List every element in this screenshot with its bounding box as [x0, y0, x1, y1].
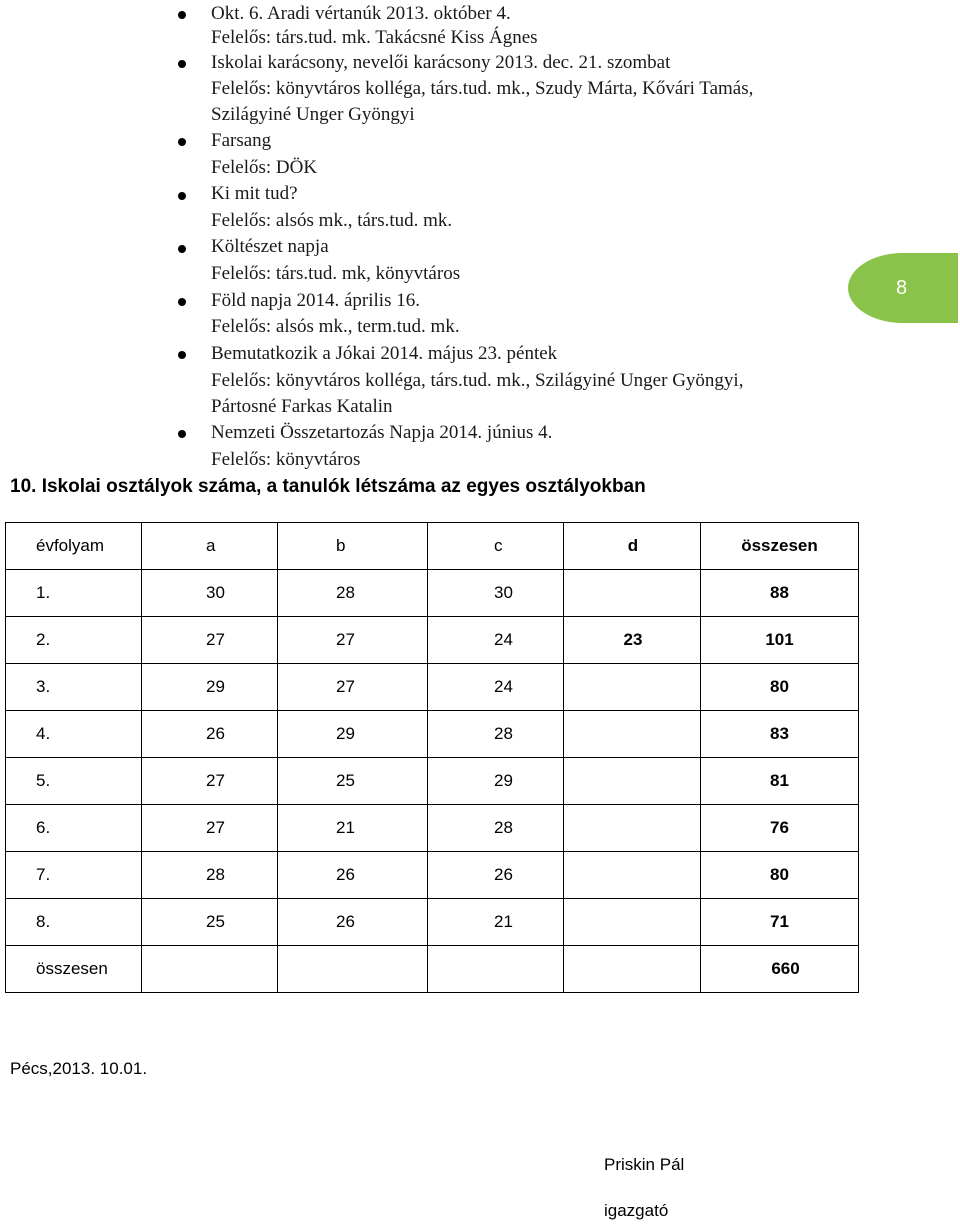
table-cell: 25	[278, 758, 428, 805]
table-cell: 27	[278, 664, 428, 711]
table-cell	[428, 946, 564, 993]
table-cell: 3.	[6, 664, 142, 711]
table-cell: 5.	[6, 758, 142, 805]
table-header-cell: c	[428, 523, 564, 570]
event-responsible: Felelős: DÖK	[211, 157, 318, 178]
place-date: Pécs,2013. 10.01.	[10, 1059, 148, 1078]
event-title: Költészet napja	[211, 236, 329, 257]
bullet-icon	[178, 351, 186, 359]
event-title: Nemzeti Összetartozás Napja 2014. június 4.	[211, 422, 553, 443]
class-size-table	[5, 522, 859, 993]
page-number: 8	[896, 276, 908, 299]
table-row	[6, 852, 859, 899]
table-cell: összesen	[6, 946, 142, 993]
table-cell: 29	[278, 711, 428, 758]
bullet-icon	[178, 430, 186, 438]
table-row	[6, 711, 859, 758]
table-cell	[564, 852, 701, 899]
table-cell	[142, 946, 278, 993]
table-cell: 1.	[6, 570, 142, 617]
bullet-icon	[178, 298, 186, 306]
table-cell: 4.	[6, 711, 142, 758]
table-cell	[564, 899, 701, 946]
table-cell: 6.	[6, 805, 142, 852]
table-cell: 76	[701, 805, 859, 852]
event-title: Okt. 6. Aradi vértanúk 2013. október 4.	[211, 3, 511, 24]
table-cell: 27	[142, 617, 278, 664]
table-cell	[564, 664, 701, 711]
table-header-cell: b	[278, 523, 428, 570]
table-header-cell: a	[142, 523, 278, 570]
table-cell: 23	[564, 617, 701, 664]
table-cell: 26	[278, 852, 428, 899]
table-cell: 29	[428, 758, 564, 805]
bullet-icon	[178, 138, 186, 146]
event-responsible: Pártosné Farkas Katalin	[211, 396, 393, 417]
table-cell: 25	[142, 899, 278, 946]
event-responsible: Felelős: társ.tud. mk. Takácsné Kiss Ágnes	[211, 27, 538, 48]
table-cell: 7.	[6, 852, 142, 899]
table-cell: 26	[142, 711, 278, 758]
table-cell	[564, 570, 701, 617]
page-number-badge	[848, 253, 958, 323]
table-cell	[564, 946, 701, 993]
table-cell: 28	[278, 570, 428, 617]
table-cell	[278, 946, 428, 993]
table-cell	[564, 758, 701, 805]
table-cell: 88	[701, 570, 859, 617]
table-cell: 660	[701, 946, 859, 993]
event-responsible: Felelős: könyvtáros kolléga, társ.tud. mk., Szudy Márta, Kővári Tamás,	[211, 78, 754, 99]
event-responsible: Felelős: alsós mk., term.tud. mk.	[211, 316, 460, 337]
bullet-icon	[178, 11, 186, 19]
table-header-cell: összesen	[701, 523, 859, 570]
table-total-row	[6, 946, 859, 993]
table-header-cell: évfolyam	[6, 523, 142, 570]
event-responsible: Felelős: alsós mk., társ.tud. mk.	[211, 210, 453, 231]
table-cell: 83	[701, 711, 859, 758]
table-cell: 28	[142, 852, 278, 899]
table-cell: 26	[278, 899, 428, 946]
event-responsible: Felelős: könyvtáros kolléga, társ.tud. mk., Szilágyiné Unger Gyöngyi,	[211, 370, 744, 391]
table-cell: 27	[278, 617, 428, 664]
table-cell: 8.	[6, 899, 142, 946]
event-title: Bemutatkozik a Jókai 2014. május 23. péntek	[211, 343, 558, 364]
table-cell: 29	[142, 664, 278, 711]
bullet-icon	[178, 60, 186, 68]
table-cell: 28	[428, 805, 564, 852]
table-cell: 30	[428, 570, 564, 617]
event-title: Föld napja 2014. április 16.	[211, 290, 420, 311]
table-cell: 80	[701, 664, 859, 711]
table-row	[6, 617, 859, 664]
table-cell: 21	[278, 805, 428, 852]
bullet-icon	[178, 192, 186, 200]
bullet-icon	[178, 245, 186, 253]
signer-name: Priskin Pál	[604, 1155, 685, 1174]
event-title: Ki mit tud?	[211, 183, 298, 204]
table-cell: 24	[428, 664, 564, 711]
table-row	[6, 664, 859, 711]
table-cell: 28	[428, 711, 564, 758]
table-cell: 2.	[6, 617, 142, 664]
table-header-row	[6, 523, 859, 570]
table-cell: 81	[701, 758, 859, 805]
table-cell: 71	[701, 899, 859, 946]
table-cell: 27	[142, 805, 278, 852]
table-cell: 26	[428, 852, 564, 899]
section-heading: 10. Iskolai osztályok száma, a tanulók létszáma az egyes osztályokban	[10, 476, 646, 497]
table-cell: 24	[428, 617, 564, 664]
event-title: Farsang	[211, 130, 272, 151]
signer-title: igazgató	[604, 1201, 669, 1220]
table-row	[6, 805, 859, 852]
table-cell: 21	[428, 899, 564, 946]
table-cell: 80	[701, 852, 859, 899]
table-row	[6, 899, 859, 946]
table-cell	[564, 805, 701, 852]
table-cell: 27	[142, 758, 278, 805]
event-responsible: Felelős: könyvtáros	[211, 449, 361, 470]
table-cell	[564, 711, 701, 758]
table-row	[6, 758, 859, 805]
table-cell: 101	[701, 617, 859, 664]
table-header-cell: d	[564, 523, 701, 570]
event-responsible: Szilágyiné Unger Gyöngyi	[211, 104, 415, 125]
event-title: Iskolai karácsony, nevelői karácsony 2013. dec. 21. szombat	[211, 52, 671, 73]
event-responsible: Felelős: társ.tud. mk, könyvtáros	[211, 263, 461, 284]
table-cell: 30	[142, 570, 278, 617]
table-row	[6, 570, 859, 617]
